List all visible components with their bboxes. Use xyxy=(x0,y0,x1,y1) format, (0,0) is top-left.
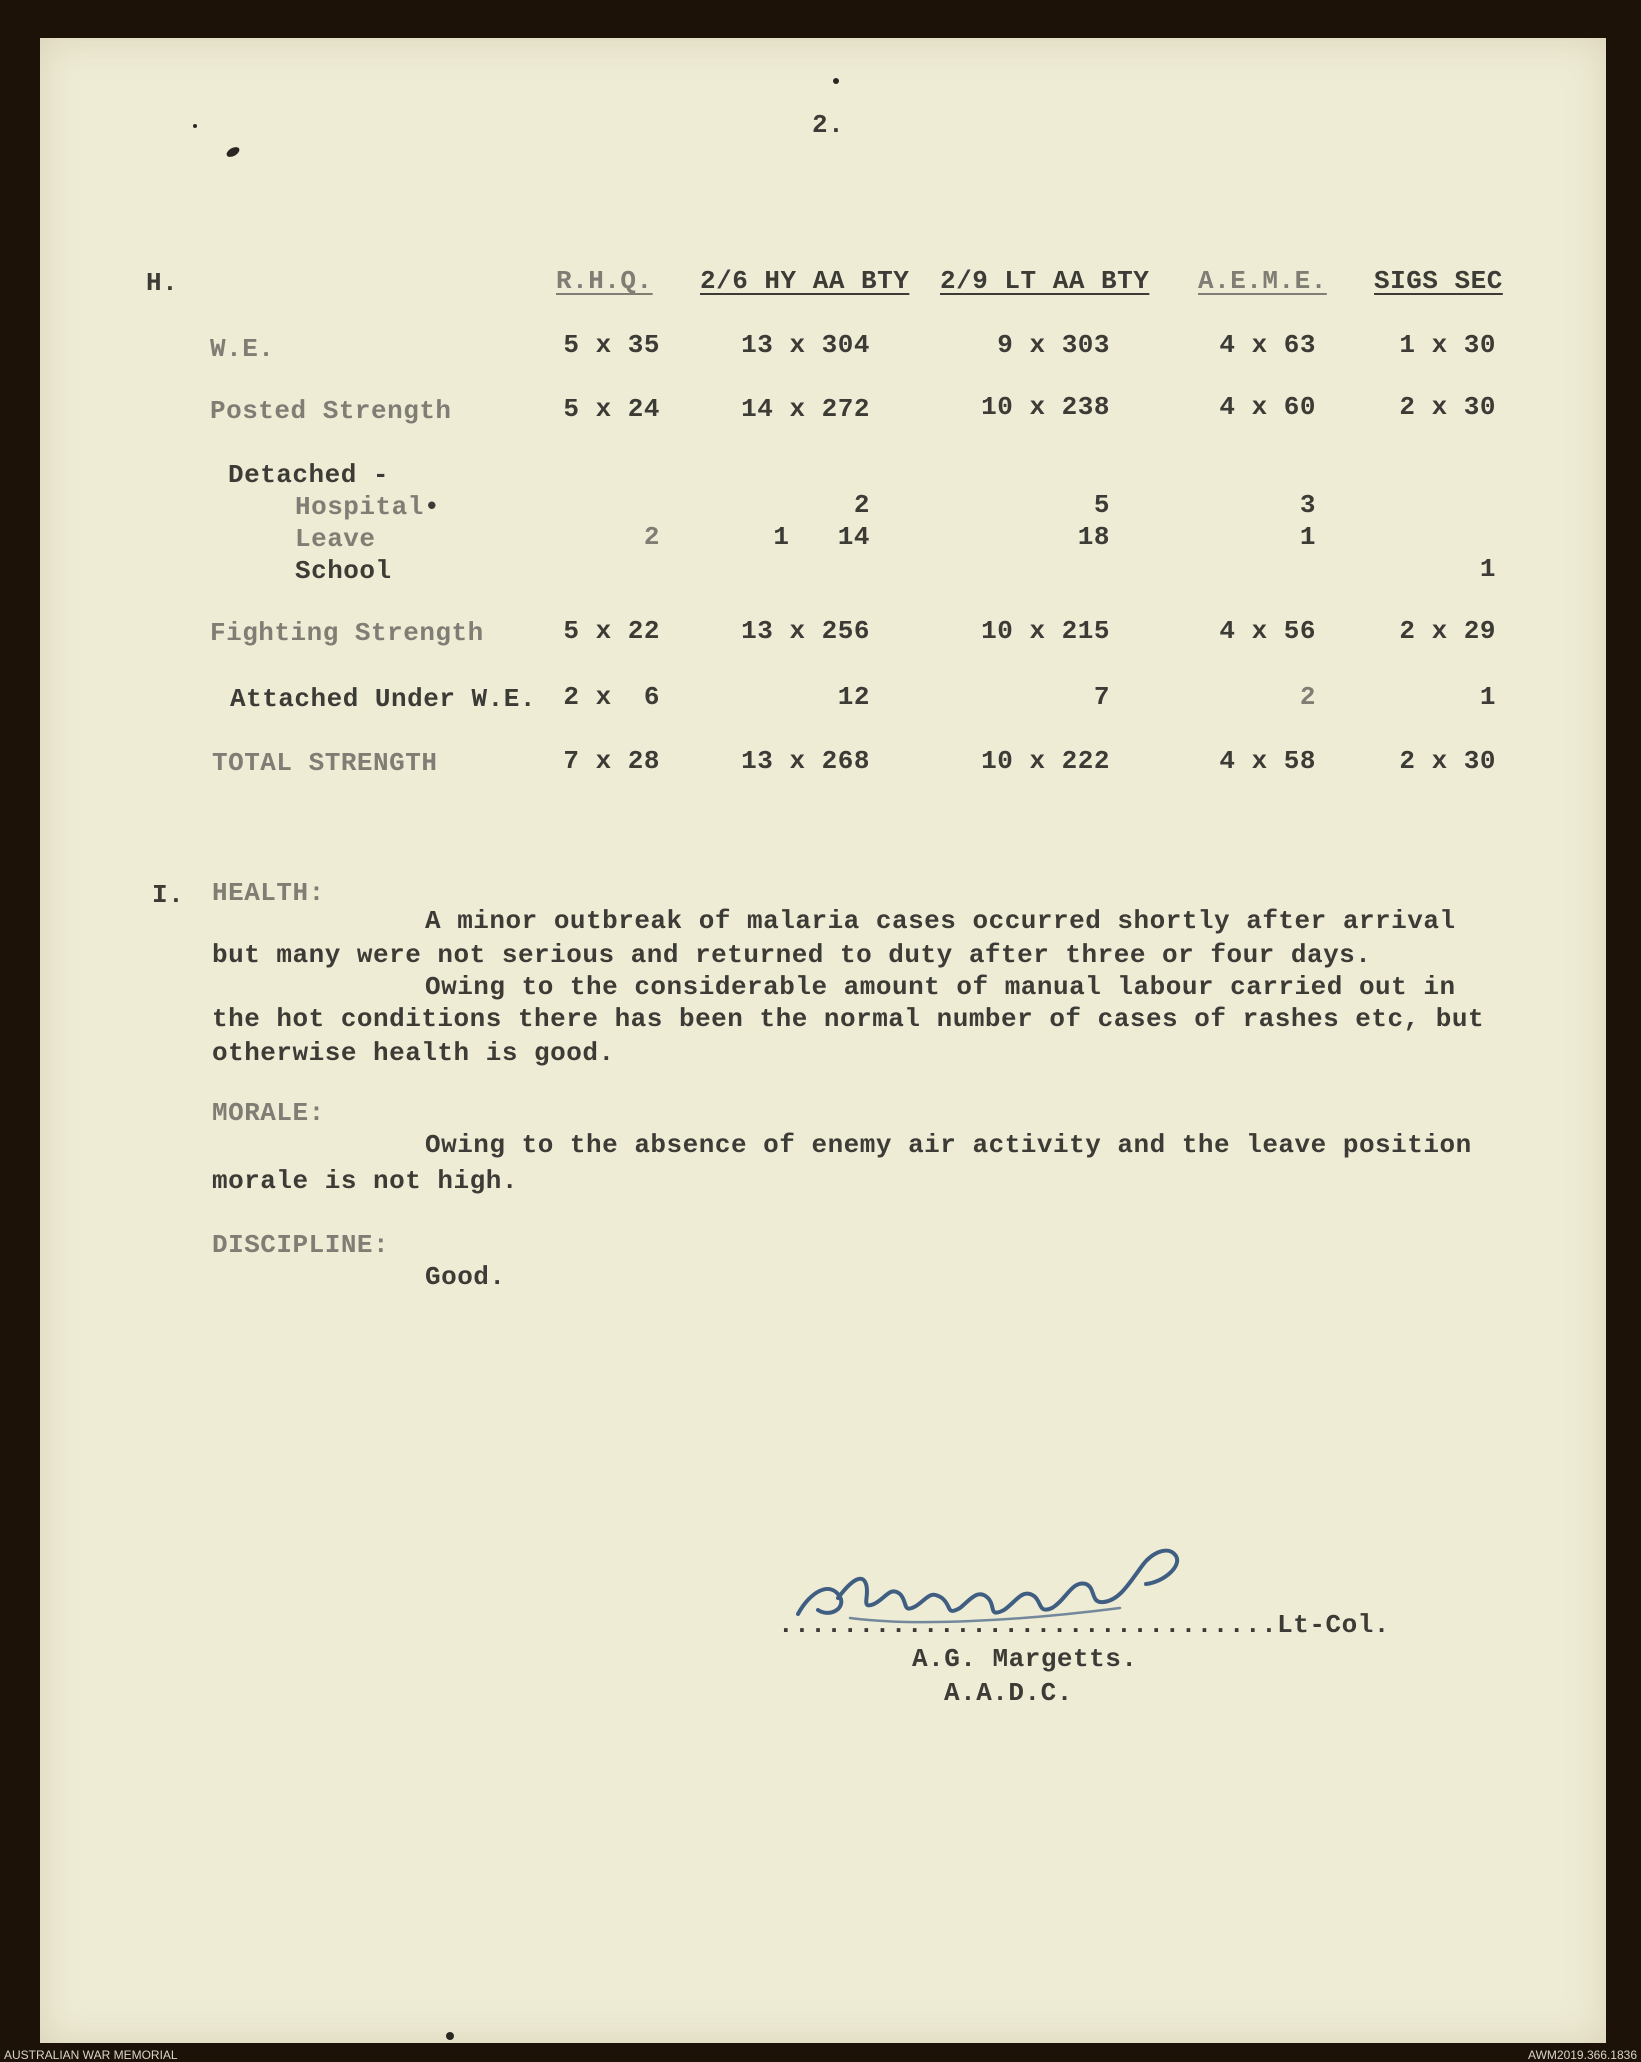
table-cell: 4 x 58 xyxy=(1219,746,1316,776)
row-label-leave: Leave xyxy=(295,524,376,554)
table-cell: 5 x 24 xyxy=(563,394,660,424)
ink-speck xyxy=(446,2032,454,2040)
page-number: 2. xyxy=(812,110,845,140)
col-header-26-hy-aa-bty: 2/6 HY AA BTY xyxy=(700,266,910,296)
row-label-school: School xyxy=(295,556,392,586)
table-cell: 5 xyxy=(1093,490,1110,520)
table-cell: 2 x 29 xyxy=(1399,616,1496,646)
col-header-aeme: A.E.M.E. xyxy=(1198,266,1327,296)
bullet-mark: • xyxy=(424,492,441,522)
row-label-hospital: Hospital xyxy=(295,492,424,522)
table-cell: 1 xyxy=(1299,522,1316,552)
table-cell: 2 xyxy=(853,490,870,520)
table-cell: 5 x 35 xyxy=(563,330,660,360)
row-label-we: W.E. xyxy=(210,334,275,364)
table-cell: 13 x 304 xyxy=(741,330,870,360)
table-cell: 9 x 303 xyxy=(997,330,1110,360)
table-cell: 13 x 256 xyxy=(741,616,870,646)
health-line: otherwise health is good. xyxy=(212,1038,615,1068)
table-cell: 1 xyxy=(1479,554,1496,584)
table-cell: 4 x 60 xyxy=(1219,392,1316,422)
table-cell: 10 x 222 xyxy=(981,746,1110,776)
table-cell: 18 xyxy=(1077,522,1110,552)
signature-line: ...............................Lt-Col. xyxy=(778,1610,1390,1640)
table-cell: 2 x 6 xyxy=(563,682,660,712)
discipline-heading: DISCIPLINE: xyxy=(212,1230,390,1260)
signatory-name: A.G. Margetts. xyxy=(912,1644,1138,1674)
table-cell: 4 x 56 xyxy=(1219,616,1316,646)
health-heading: HEALTH: xyxy=(212,878,325,908)
table-cell: 10 x 215 xyxy=(981,616,1110,646)
table-cell: 3 xyxy=(1299,490,1316,520)
footer-catalogue-id: AWM2019.366.1836 xyxy=(1528,2048,1637,2062)
health-line: A minor outbreak of malaria cases occurred shortly after arrival xyxy=(425,906,1456,936)
table-cell: 2 x 30 xyxy=(1399,392,1496,422)
section-i-label: I. xyxy=(152,880,185,910)
table-cell: 12 xyxy=(837,682,870,712)
table-cell: 5 x 22 xyxy=(563,616,660,646)
table-cell: 1 x 30 xyxy=(1399,330,1496,360)
health-line: the hot conditions there has been the normal number of cases of rashes etc, but xyxy=(212,1004,1485,1034)
signatory-title: A.A.D.C. xyxy=(944,1678,1073,1708)
morale-line: Owing to the absence of enemy air activity and the leave position xyxy=(425,1130,1472,1160)
table-cell: 7 xyxy=(1093,682,1110,712)
ink-speck xyxy=(193,124,197,128)
col-header-29-lt-aa-bty: 2/9 LT AA BTY xyxy=(940,266,1150,296)
morale-line: morale is not high. xyxy=(212,1166,518,1196)
table-cell: 10 x 238 xyxy=(981,392,1110,422)
table-cell: 1 xyxy=(1479,682,1496,712)
section-h-label: H. xyxy=(146,268,179,298)
table-cell: 2 x 30 xyxy=(1399,746,1496,776)
row-label-total-strength: TOTAL STRENGTH xyxy=(212,748,438,778)
table-cell: 4 x 63 xyxy=(1219,330,1316,360)
table-cell: 2 xyxy=(1299,682,1316,712)
row-label-attached-under-we: Attached Under W.E. xyxy=(230,684,536,714)
table-cell: 13 x 268 xyxy=(741,746,870,776)
table-cell: 7 x 28 xyxy=(563,746,660,776)
health-line: but many were not serious and returned to duty after three or four days. xyxy=(212,940,1372,970)
col-header-rhq: R.H.Q. xyxy=(556,266,653,296)
table-cell: 14 x 272 xyxy=(741,394,870,424)
morale-heading: MORALE: xyxy=(212,1098,325,1128)
row-label-posted-strength: Posted Strength xyxy=(210,396,452,426)
row-label-detached: Detached - xyxy=(228,460,390,490)
row-label-fighting-strength: Fighting Strength xyxy=(210,618,484,648)
footer-archive-name: AUSTRALIAN WAR MEMORIAL xyxy=(4,2048,178,2062)
table-cell: 1 14 xyxy=(773,522,870,552)
discipline-text: Good. xyxy=(425,1262,506,1292)
health-line: Owing to the considerable amount of manual labour carried out in xyxy=(425,972,1456,1002)
ink-speck xyxy=(833,78,839,84)
table-cell: 2 xyxy=(643,522,660,552)
col-header-sigs-sec: SIGS SEC xyxy=(1374,266,1503,296)
